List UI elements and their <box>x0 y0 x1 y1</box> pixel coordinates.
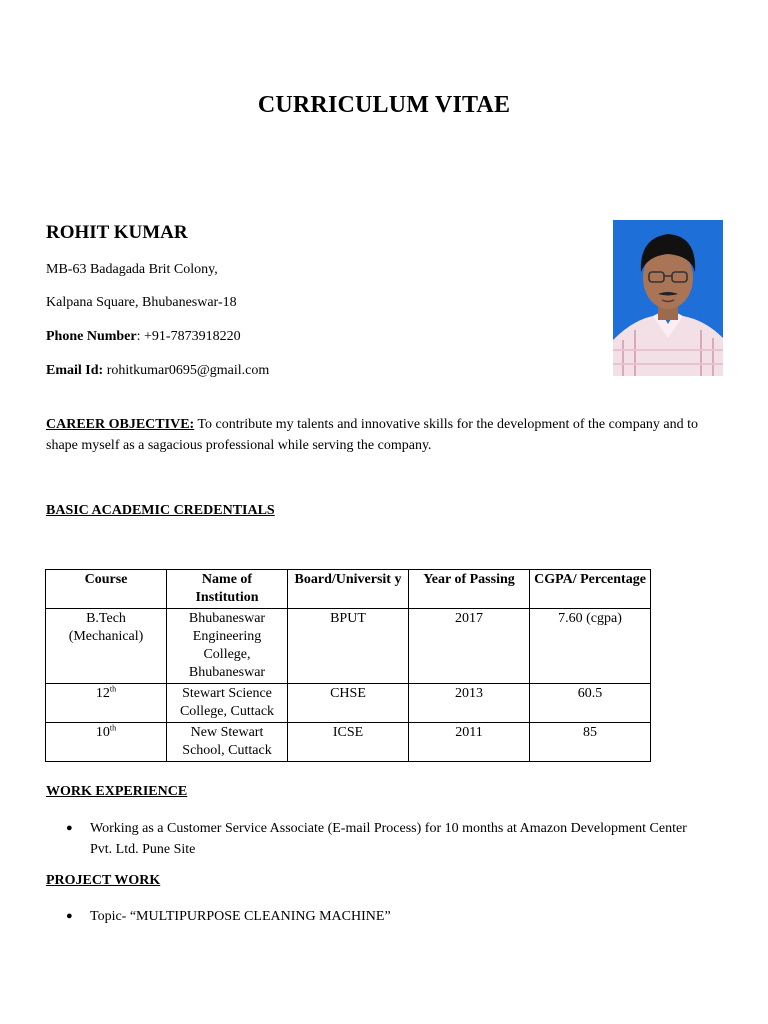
work-heading: WORK EXPERIENCE <box>46 784 188 799</box>
photo-illustration <box>613 220 723 376</box>
header-institution: Name of Institution <box>167 570 288 609</box>
email-value: rohitkumar0695@gmail.com <box>103 363 270 378</box>
project-heading: PROJECT WORK <box>46 873 161 888</box>
header-board: Board/Universit y <box>288 570 409 609</box>
table-row <box>46 609 651 684</box>
phone-label: Phone Number <box>46 329 137 344</box>
header-score: CGPA/ Percentage <box>530 570 651 609</box>
work-item-text: Working as a Customer Service Associate (E-mail Process) for 10 months at Amazon Development Center Pvt. Ltd. Pune Site <box>90 821 687 857</box>
document-title: CURRICULUM VITAE <box>257 92 511 118</box>
address-line-2: Kalpana Square, Bhubaneswar-18 <box>46 295 237 310</box>
cell-score: 60.5 <box>530 684 651 723</box>
table-row <box>46 684 651 723</box>
cell-score: 85 <box>530 723 651 762</box>
objective-label: CAREER OBJECTIVE: <box>46 417 195 432</box>
cell-course: 12th <box>46 684 167 723</box>
cell-course: 10th <box>46 723 167 762</box>
address-line-1: MB-63 Badagada Brit Colony, <box>46 262 218 277</box>
phone-value: : +91-7873918220 <box>136 329 241 344</box>
objective-text: To contribute my talents and innovative skills for the development of the company and to shape myself as a sagacious professional while serving the company. <box>46 417 699 453</box>
bullet-icon: ● <box>66 822 73 834</box>
cell-year: 2017 <box>409 609 530 684</box>
cell-institution: New Stewart School, Cuttack <box>167 723 288 762</box>
header-year: Year of Passing <box>409 570 530 609</box>
cell-board: ICSE <box>288 723 409 762</box>
cell-score: 7.60 (cgpa) <box>530 609 651 684</box>
phone-line <box>46 329 241 345</box>
header-course: Course <box>46 570 167 609</box>
career-objective <box>46 414 718 456</box>
table-header-row <box>46 570 651 609</box>
cell-board: BPUT <box>288 609 409 684</box>
cell-institution: Stewart Science College, Cuttack <box>167 684 288 723</box>
cell-course: B.Tech (Mechanical) <box>46 609 167 684</box>
email-label: Email Id: <box>46 363 104 378</box>
project-item-text: Topic- “MULTIPURPOSE CLEANING MACHINE” <box>90 909 391 924</box>
candidate-name: ROHIT KUMAR <box>46 222 188 243</box>
cell-year: 2011 <box>409 723 530 762</box>
cell-year: 2013 <box>409 684 530 723</box>
academic-heading: BASIC ACADEMIC CREDENTIALS <box>46 503 275 518</box>
academic-table <box>45 569 651 762</box>
table-row <box>46 723 651 762</box>
bullet-icon: ● <box>66 910 73 922</box>
person-photo-icon <box>613 220 723 376</box>
email-line <box>46 363 269 379</box>
cell-institution: Bhubaneswar Engineering College, Bhubaneswar <box>167 609 288 684</box>
cell-board: CHSE <box>288 684 409 723</box>
